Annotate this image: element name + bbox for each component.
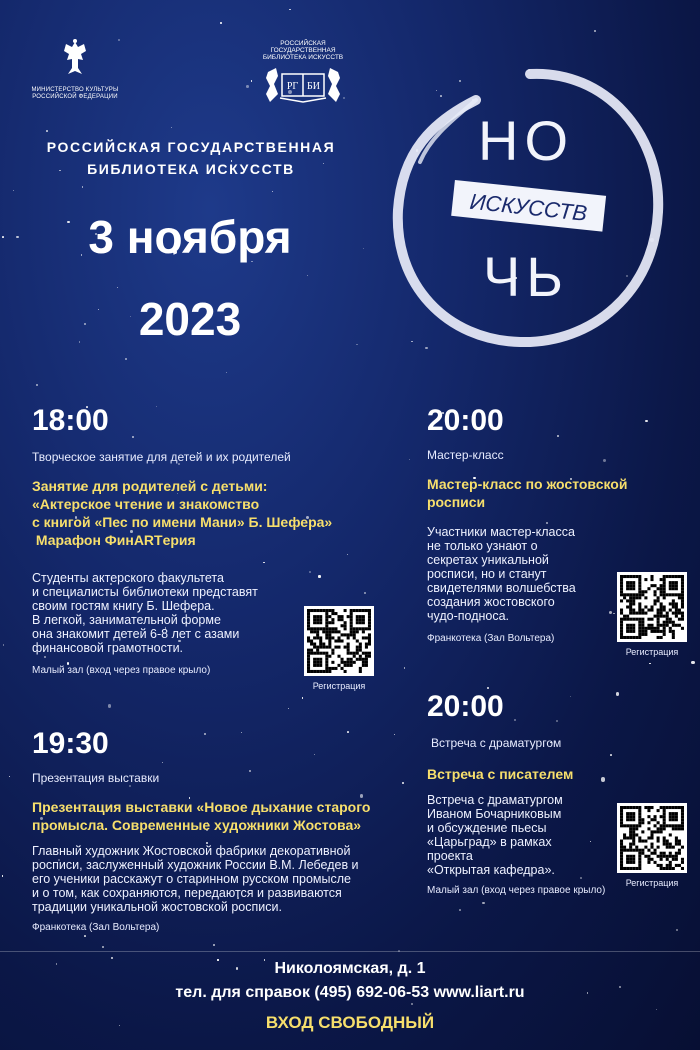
event-4-qr[interactable]: [617, 803, 687, 888]
event-1-title-line: Занятие для родителей с детьми:: [32, 478, 268, 494]
star-dot: [213, 944, 215, 946]
event-4-desc-line: «Царьград» в рамках: [427, 835, 552, 849]
event-year: 2023: [138, 293, 242, 345]
event-4-time: 20:00: [427, 690, 504, 723]
event-1-title-line: с книгой «Пес по имени Мани» Б. Шефера»: [32, 514, 333, 530]
event-3-title: [427, 475, 677, 511]
event-3-desc-line: Участники мастер-класса: [427, 525, 575, 539]
library-name: [26, 136, 356, 180]
star-dot: [108, 704, 112, 708]
star-dot: [459, 909, 461, 911]
event-2-desc-line: росписи, заслуженный художник России В.М. Лебедев и: [32, 858, 359, 872]
star-dot: [363, 248, 364, 249]
rgbi-logo-text: РОССИЙСКАЯ ГОСУДАРСТВЕННАЯ БИБЛИОТЕКА ИСКУССТВ: [262, 40, 344, 61]
event-4-desc-line: и обсуждение пьесы: [427, 821, 547, 835]
star-dot: [220, 22, 222, 24]
star-dot: [482, 902, 484, 904]
star-dot: [16, 236, 19, 239]
footer-address: Николоямская, д. 1: [274, 960, 426, 977]
event-2-desc-line: и о том, как сохраняются, передаются и развиваются: [32, 886, 342, 900]
event-4-qr-label: Регистрация: [625, 878, 679, 888]
event-1-desc-line: своим гостям книгу Б. Шефера.: [32, 599, 215, 613]
footer: [0, 958, 700, 1034]
event-3-desc-line: свидетелями волшебства: [427, 581, 576, 595]
star-dot: [246, 85, 249, 88]
ministry-text: МИНИСТЕРСТВО КУЛЬТУРЫ РОССИЙСКОЙ ФЕДЕРАЦИИ: [31, 87, 119, 100]
event-2-category: Презентация выставки: [32, 771, 160, 785]
night-of-arts-emblem: [380, 52, 672, 352]
rgbi-left: РГ: [286, 81, 299, 92]
rgbi-emblem-icon: [262, 64, 344, 106]
star-dot: [356, 344, 358, 346]
event-2-place: Франкотека (Зал Вольтера): [32, 922, 160, 933]
event-2-title-line: промысла. Современные художники Жостова»: [32, 817, 362, 833]
rgbi-logo: [258, 40, 348, 111]
event-3-title-line: росписи: [427, 494, 486, 510]
event-1-desc-line: финансовой грамотности.: [32, 641, 184, 655]
star-dot: [691, 661, 695, 665]
star-dot: [82, 186, 83, 187]
event-3-desc-line: создания жостовского: [427, 595, 555, 609]
event-2-desc-line: его ученики расскажут о старинном русском промысле: [32, 872, 352, 886]
footer-divider: [0, 951, 700, 952]
event-date: 3 ноября: [88, 211, 292, 263]
qr-code-icon[interactable]: [304, 606, 374, 676]
emblem-band-word: ИСКУССТВ: [468, 188, 589, 226]
star-dot: [307, 275, 309, 277]
event-2: [32, 727, 412, 934]
event-3-desc-line: чудо-подноса.: [427, 609, 510, 623]
event-2-title: [32, 798, 412, 834]
star-dot: [302, 697, 303, 698]
star-dot: [2, 236, 4, 238]
star-dot: [251, 80, 252, 81]
event-2-description: [32, 844, 412, 914]
event-3-qr-label: Регистрация: [625, 647, 679, 657]
event-3-title-line: Мастер-класс по жостовской: [427, 476, 628, 492]
event-3-qr[interactable]: [617, 572, 687, 657]
qr-code-icon[interactable]: [617, 572, 687, 642]
ministry-logo: [30, 38, 120, 101]
star-dot: [46, 130, 48, 132]
star-dot: [594, 30, 596, 32]
star-dot: [289, 9, 291, 11]
event-1-place: Малый зал (вход через правое крыло): [32, 665, 211, 676]
star-dot: [3, 644, 5, 646]
star-dot: [226, 372, 227, 373]
event-1-category: Творческое занятие для детей и их родителей: [32, 450, 291, 464]
event-4-category: Встреча с драматургом: [431, 736, 562, 750]
star-dot: [102, 946, 104, 948]
event-3-desc-line: секретах уникальной: [427, 553, 549, 567]
event-1-desc-line: и специалисты библиотеки представят: [32, 585, 258, 599]
event-3-category: Мастер-класс: [427, 448, 504, 462]
star-dot: [2, 875, 3, 876]
event-3-time: 20:00: [427, 404, 504, 437]
emblem-top-word: НО: [478, 109, 574, 172]
event-3-desc-line: не только узнают о: [427, 539, 538, 553]
footer-entry: ВХОД СВОБОДНЫЙ: [265, 1013, 435, 1032]
star-dot: [649, 663, 650, 664]
double-headed-eagle-icon: [58, 38, 92, 78]
star-dot: [125, 358, 127, 360]
library-name-line1: РОССИЙСКАЯ ГОСУДАРСТВЕННАЯ: [46, 139, 336, 155]
star-dot: [676, 929, 678, 931]
event-4-title: [427, 765, 677, 783]
event-4-title-line: Встреча с писателем: [427, 766, 574, 782]
star-dot: [84, 935, 86, 937]
event-4-desc-line: проекта: [427, 849, 473, 863]
library-name-line2: БИБЛИОТЕКА ИСКУССТВ: [87, 161, 295, 177]
star-dot: [487, 687, 489, 689]
event-2-title-line: Презентация выставки «Новое дыхание старого: [32, 799, 371, 815]
event-1-title: [32, 477, 392, 549]
star-dot: [117, 287, 118, 288]
event-2-desc-line: Главный художник Жостовской фабрики декоративной: [32, 844, 351, 858]
event-4-desc-line: Встреча с драматургом: [427, 793, 563, 807]
event-1-desc-line: Студенты актерского факультета: [32, 571, 224, 585]
event-4-desc-line: Иваном Бочарниковым: [427, 807, 562, 821]
star-dot: [13, 190, 14, 191]
rgbi-right: БИ: [307, 81, 320, 92]
qr-code-icon[interactable]: [617, 803, 687, 873]
star-dot: [409, 459, 411, 461]
star-dot: [288, 708, 289, 709]
event-1-qr-label: Регистрация: [312, 681, 366, 691]
event-1-desc-line: В легкой, занимательной форме: [32, 613, 221, 627]
event-1-desc-line: она знакомит детей 6-8 лет с азами: [32, 627, 240, 641]
footer-contacts[interactable]: тел. для справок (495) 692-06-53 www.liart.ru: [175, 984, 525, 1001]
star-dot: [9, 776, 10, 777]
star-dot: [272, 191, 273, 192]
star-dot: [171, 127, 172, 128]
event-1-title-line: Марафон ФинАRTерия: [32, 532, 196, 548]
emblem-bottom-word: ЧЬ: [482, 245, 570, 308]
event-2-time: 19:30: [32, 727, 109, 760]
event-4-desc-line: «Открытая кафедра».: [427, 863, 555, 877]
event-3-desc-line: росписи, но и станут: [427, 567, 547, 581]
star-dot: [36, 384, 38, 386]
event-3-place: Франкотека (Зал Вольтера): [427, 633, 555, 644]
star-dot: [404, 667, 405, 668]
event-1-time: 18:00: [32, 404, 109, 437]
event-1-title-line: «Актерское чтение и знакомство: [32, 496, 260, 512]
event-4-place: Малый зал (вход через правое крыло): [427, 885, 606, 896]
event-1-qr[interactable]: [304, 606, 374, 691]
event-2-desc-line: традиции уникальной жостовской росписи.: [32, 900, 282, 914]
